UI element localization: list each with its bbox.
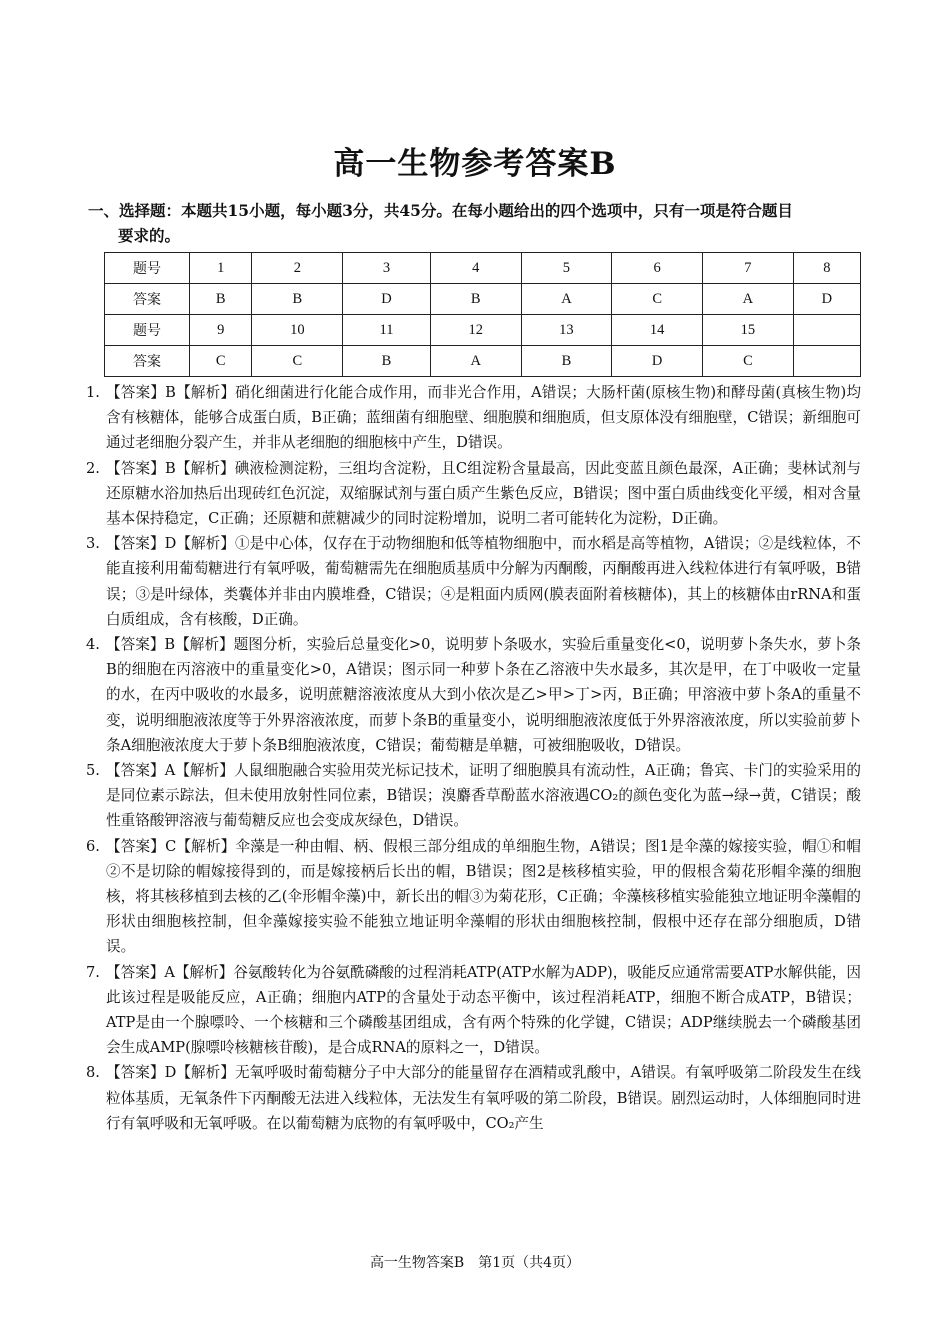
table-cell: [793, 346, 860, 377]
table-cell: C: [252, 346, 343, 377]
item-number: 2.: [86, 459, 100, 477]
table-cell: 1: [190, 253, 252, 284]
table-row: [105, 253, 861, 284]
item-text: 【答案】B【解析】硝化细菌进行化能合成作用，而非光合作用，A错误；大肠杆菌(原核生物)和酵母菌(真核生物)均含有核糖体，能够合成蛋白质，B正确；蓝细菌有细胞壁、细胞膜和细胞质，但支原体没有细胞壁，C错误；新细胞可通过老细胞分裂产生，并非从老细胞的细胞核中产生，D错误。: [106, 384, 861, 452]
table-row-header: 答案: [105, 346, 190, 377]
table-row: [105, 346, 861, 377]
list-item: [86, 1060, 861, 1136]
item-number: 1.: [86, 384, 100, 401]
table-cell: 10: [252, 315, 343, 346]
table-row: [105, 284, 861, 315]
table-cell: B: [430, 284, 521, 315]
table-cell: B: [521, 346, 612, 377]
table-row: [105, 315, 861, 346]
table-cell: [793, 315, 860, 346]
list-item: [86, 531, 861, 632]
list-item: [86, 632, 861, 758]
table-row-header: 题号: [105, 315, 190, 346]
table-cell: 4: [430, 253, 521, 284]
list-item: [86, 834, 861, 960]
list-item: [86, 380, 861, 456]
answer-table: [104, 252, 861, 377]
item-text: 【答案】B【解析】碘液检测淀粉，三组均含淀粉，且C组淀粉含量最高，因此变蓝且颜色最深，A正确；斐林试剂与还原糖水浴加热后出现砖红色沉淀，双缩脲试剂与蛋白质产生紫色反应，B错误；图中蛋白质曲线变化平缓，相对含量基本保持稳定，C正确；还原糖和蔗糖减少的同时淀粉增加，说明二者可能转化为淀粉，D正确。: [106, 459, 862, 528]
item-number: 8.: [86, 1064, 100, 1082]
table-cell: 3: [343, 253, 431, 284]
table-cell: D: [612, 346, 703, 377]
table-cell: 8: [793, 253, 860, 284]
table-cell: C: [612, 284, 703, 315]
item-number: 7.: [86, 963, 100, 981]
table-cell: 12: [430, 315, 521, 346]
list-item: [86, 758, 861, 834]
section-heading-line1: 一、选择题：本题共15小题，每小题3分，共45分。在每小题给出的四个选项中，只有一项是符合题目: [88, 201, 793, 220]
item-text: 【答案】A【解析】人鼠细胞融合实验用荧光标记技术，证明了细胞膜具有流动性，A正确；鲁宾、卡门的实验采用的是同位素示踪法，但未使用放射性同位素，B错误；溴麝香草酚蓝水溶液遇CO₂的颜色变化为蓝→绿→黄，C错误；酸性重铬酸钾溶液与葡萄糖反应也会变成灰绿色，D错误。: [106, 762, 861, 830]
item-number: 4.: [86, 636, 100, 654]
list-item: [86, 960, 861, 1061]
page-title: 高一生物参考答案B: [333, 146, 617, 182]
table-cell: 13: [521, 315, 612, 346]
item-number: 5.: [86, 762, 100, 780]
table-cell: B: [252, 284, 343, 315]
table-cell: A: [703, 284, 794, 315]
table-cell: B: [343, 346, 431, 377]
item-text: 【答案】C【解析】伞藻是一种由帽、柄、假根三部分组成的单细胞生物，A错误；图1是伞藻的嫁接实验，帽①和帽②不是切除的帽嫁接得到的，而是嫁接柄后长出的帽，B错误；图2是核移植实验，甲的假根含菊花形帽伞藻的细胞核，将其核移植到去核的乙(伞形帽伞藻)中，新长出的帽③为菊花形，C正确；伞藻核移植实验能独立地证明伞藻帽的形状由细胞核控制，但伞藻嫁接实验不能独立地证明伞藻帽的形状由细胞核控制，假根中还存在部分细胞质，D错误。: [106, 837, 861, 956]
table-cell: B: [190, 284, 252, 315]
table-cell: 9: [190, 315, 252, 346]
table-cell: D: [343, 284, 431, 315]
page-footer: 高一生物答案B 第1页（共4页）: [369, 1255, 581, 1271]
item-text: 【答案】B【解析】题图分析，实验后总量变化>0，说明萝卜条吸水，实验后重量变化<0，说明萝卜条失水，萝卜条B的细胞在丙溶液中的重量变化>0，A错误；图示同一种萝卜条在乙溶液中失水最多，其次是甲，在丁中吸收一定量的水，在丙中吸收的水最多，说明蔗糖溶液浓度从大到小依次是乙>甲>丁>丙，B正确；甲溶液中萝卜条A的重量不变，说明细胞液浓度等于外界溶液浓度，而萝卜条B的重量变小，说明细胞液浓度低于外界溶液浓度，所以实验前萝卜条A细胞液浓度大于萝卜条B细胞液浓度，C错误；葡萄糖是单糖，可被细胞吸收，D错误。: [106, 636, 862, 754]
list-item: [86, 456, 861, 532]
table-cell: 11: [343, 315, 431, 346]
explanation-list: [86, 380, 861, 1136]
table-cell: 7: [703, 253, 794, 284]
item-text: 【答案】D【解析】无氧呼吸时葡萄糖分子中大部分的能量留存在酒精或乳酸中，A错误。有氧呼吸第二阶段发生在线粒体基质，无氧条件下丙酮酸无法进入线粒体，无法发生有氧呼吸的第二阶段，B错误。剧烈运动时，人体细胞同时进行有氧呼吸和无氧呼吸。在以葡萄糖为底物的有氧呼吸中，CO₂产生: [106, 1064, 862, 1132]
table-cell: C: [190, 346, 252, 377]
table-cell: A: [521, 284, 612, 315]
table-row-header: 答案: [105, 284, 190, 315]
item-text: 【答案】A【解析】谷氨酸转化为谷氨酰磷酸的过程消耗ATP(ATP水解为ADP)，吸能反应通常需要ATP水解供能，因此该过程是吸能反应，A正确；细胞内ATP的含量处于动态平衡中，该过程消耗ATP，细胞不断合成ATP，B错误；ATP是由一个腺嘌呤、一个核糖和三个磷酸基团组成，含有两个特殊的化学键，C错误；ADP继续脱去一个磷酸基团会生成AMP(腺嘌呤核糖核苷酸)，是合成RNA的原料之一，D错误。: [106, 963, 861, 1057]
table-cell: C: [703, 346, 794, 377]
table-cell: 15: [703, 315, 794, 346]
table-row-header: 题号: [105, 253, 190, 284]
item-text: 【答案】D【解析】①是中心体，仅存在于动物细胞和低等植物细胞中，而水稻是高等植物，A错误；②是线粒体，不能直接利用葡萄糖进行有氧呼吸，葡萄糖需先在细胞质基质中分解为丙酮酸，丙酮酸再进入线粒体进行有氧呼吸，B错误；③是叶绿体，类囊体并非由内膜堆叠，C错误；④是粗面内质网(膜表面附着核糖体)，其上的核糖体由rRNA和蛋白质组成，含有核酸，D正确。: [106, 535, 862, 628]
table-cell: 14: [612, 315, 703, 346]
table-cell: 2: [252, 253, 343, 284]
table-cell: D: [793, 284, 860, 315]
table-cell: 5: [521, 253, 612, 284]
item-number: 6.: [86, 837, 100, 855]
table-cell: 6: [612, 253, 703, 284]
section-heading-line2: 要求的。: [118, 226, 181, 245]
section-heading: [88, 198, 878, 248]
item-number: 3.: [86, 535, 100, 553]
table-cell: A: [430, 346, 521, 377]
